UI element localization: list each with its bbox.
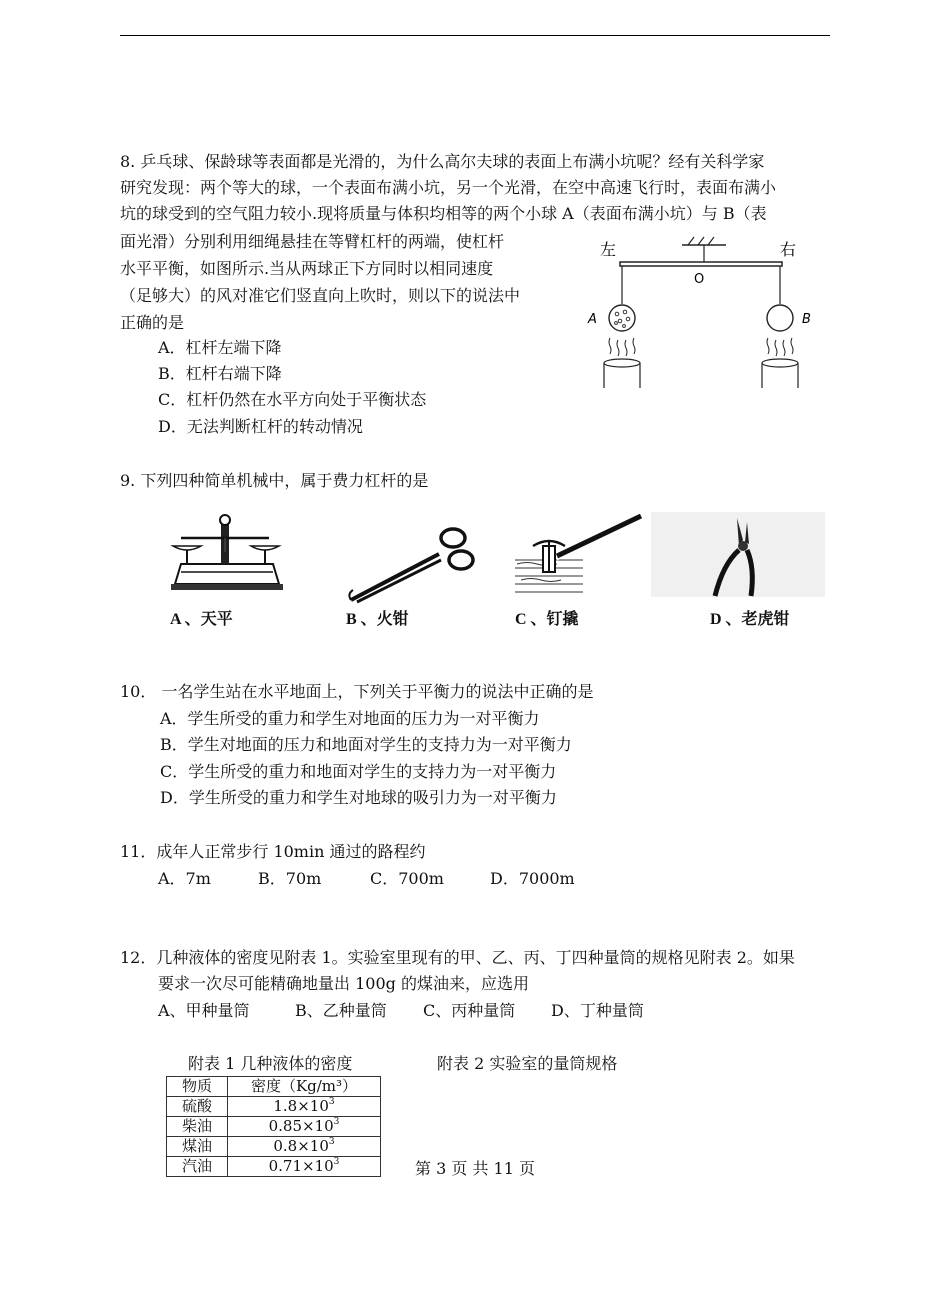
figure-left-label: 左 [600,240,617,259]
density-value: 0.71×10 [268,1157,334,1175]
q9-caption-a: A 、天平 [170,611,233,628]
q8-option-b: B．杠杆右端下降 [158,364,282,383]
q12-line-2: 要求一次尽可能精确地量出 100g 的煤油来，应选用 [158,974,529,993]
ball-a [609,305,635,331]
density-value: 0.85×10 [268,1117,334,1135]
q8-option-d: D．无法判断杠杆的转动情况 [158,417,363,436]
table-cell: 汽油 [167,1157,228,1177]
q8-option-c: C．杠杆仍然在水平方向处于平衡状态 [158,390,427,409]
density-table [166,1076,381,1177]
q9-stem: 9. 下列四种简单机械中，属于费力杠杆的是 [120,471,429,490]
page-footer: 第 3 页 共 11 页 [415,1159,535,1178]
q12-option-c: C、丙种量筒 [423,1001,516,1020]
table-cell [228,1097,381,1117]
q10-stem: 10． 一名学生站在水平地面上，下列关于平衡力的说法中正确的是 [120,682,594,701]
table-cell: 煤油 [167,1137,228,1157]
q8-line-6: （足够大）的风对准它们竖直向上吹时，则以下的说法中 [120,286,521,305]
right-wind-lines [767,338,793,356]
table-row [167,1137,381,1157]
density-exponent: 3 [328,1097,335,1107]
q10-option-a: A．学生所受的重力和学生对地面的压力为一对平衡力 [160,709,540,728]
q11-option-c: C．700m [370,869,444,888]
q8-line-5: 水平平衡，如图所示.当从两球正下方同时以相同速度 [120,259,494,278]
pliers-image [651,512,825,597]
table2-title: 附表 2 实验室的量筒规格 [437,1054,618,1073]
table-cell [228,1117,381,1137]
ball-b-label: B [802,312,811,327]
q10-option-d: D．学生所受的重力和学生对地球的吸引力为一对平衡力 [160,788,557,807]
table-row [167,1097,381,1117]
table-cell: 硫酸 [167,1097,228,1117]
q12-option-d: D、丁种量筒 [551,1001,644,1020]
q8-option-a: A．杠杆左端下降 [158,338,282,357]
left-blower [604,359,640,367]
q8-line-1: 8. 乒乓球、保龄球等表面都是光滑的，为什么高尔夫球的表面上布满小坑呢？经有关科学家 [120,152,765,171]
right-blower [762,359,798,367]
lever-bar [620,262,782,266]
q11-option-b: B．70m [258,869,322,888]
table-row [167,1157,381,1177]
left-wind-lines [609,338,635,356]
fire-tongs-image [343,514,478,604]
table-row [167,1117,381,1137]
nail-puller-image [513,512,645,598]
q8-line-2: 研究发现：两个等大的球，一个表面布满小坑，另一个光滑，在空中高速飞行时，表面布满小 [120,178,777,197]
ball-a-label: A [588,312,597,327]
q8-line-4: 面光滑）分别利用细绳悬挂在等臂杠杆的两端，使杠杆 [120,232,505,251]
density-value: 1.8×10 [273,1097,329,1115]
q12-line-1: 12．几种液体的密度见附表 1。实验室里现有的甲、乙、丙、丁四种量筒的规格见附表 2。如果 [120,948,795,967]
pivot-label: O [694,272,705,287]
q12-option-b: B、乙种量筒 [295,1001,387,1020]
table-header-cell: 密度（Kg/m³） [228,1077,381,1097]
density-exponent: 3 [328,1137,335,1147]
q9-caption-c: C 、钉撬 [515,611,579,628]
balance-scale-image [165,512,290,594]
q9-caption-d: D 、老虎钳 [710,611,790,628]
density-exponent: 3 [333,1157,340,1167]
table-header-cell: 物质 [167,1077,228,1097]
q11-option-d: D．7000m [490,869,575,888]
ball-b [767,305,793,331]
table-cell: 柴油 [167,1117,228,1137]
q10-option-c: C．学生所受的重力和地面对学生的支持力为一对平衡力 [160,762,557,781]
density-value: 0.8×10 [273,1137,329,1155]
table-header-row [167,1077,381,1097]
figure-right-label: 右 [780,240,797,259]
q11-stem: 11．成年人正常步行 10min 通过的路程约 [120,842,426,861]
table1-title: 附表 1 几种液体的密度 [188,1054,353,1073]
lever-figure [580,232,830,394]
q8-line-3: 坑的球受到的空气阻力较小.现将质量与体积均相等的两个小球 A（表面布满小坑）与 B（表 [120,204,767,223]
header-rule [120,35,830,36]
table-cell [228,1137,381,1157]
q12-option-a: A、甲种量筒 [158,1001,250,1020]
table-cell [228,1157,381,1177]
q10-option-b: B．学生对地面的压力和地面对学生的支持力为一对平衡力 [160,735,572,754]
density-exponent: 3 [333,1117,340,1127]
q9-caption-b: B 、火钳 [346,611,409,628]
q8-line-7: 正确的是 [120,313,185,332]
q11-option-a: A．7m [158,869,211,888]
